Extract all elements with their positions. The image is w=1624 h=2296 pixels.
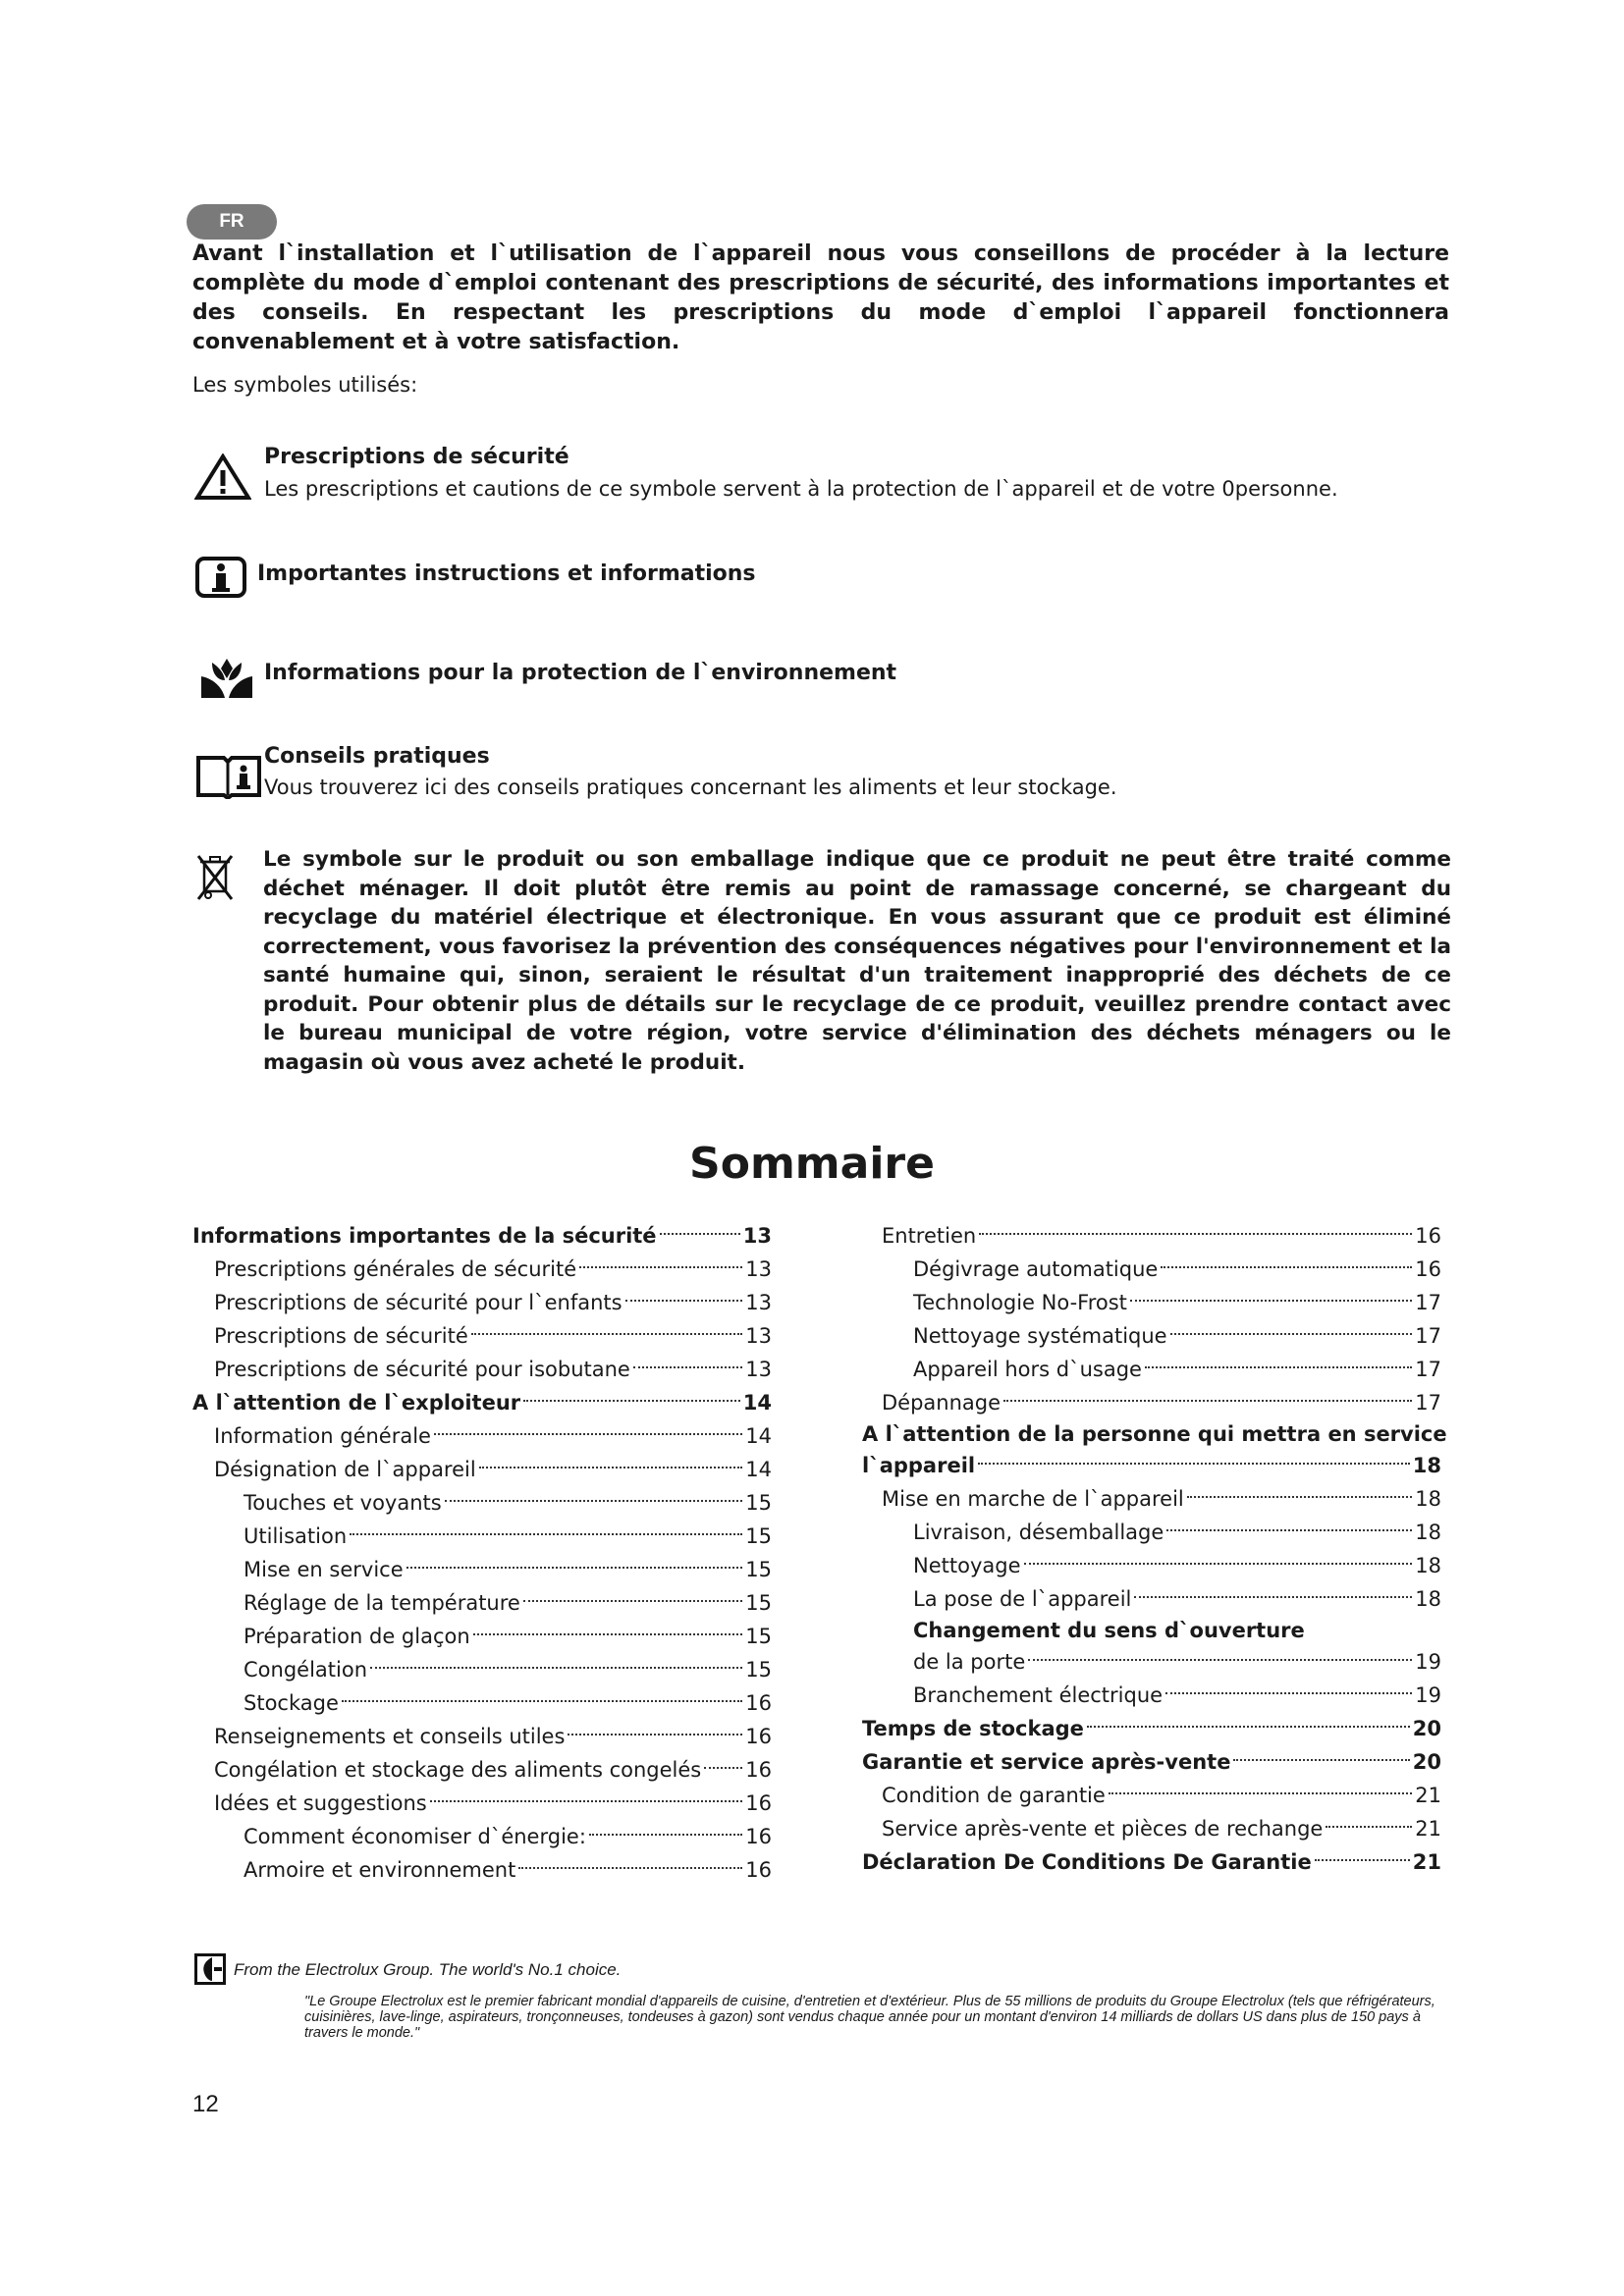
toc-entry	[862, 1616, 1441, 1645]
toc-entry-page: 20	[1412, 1750, 1441, 1774]
toc-entry	[192, 1253, 772, 1286]
toc-right-column	[862, 1219, 1447, 1879]
toc-entry-label: Comment économiser d`énergie:	[244, 1825, 586, 1848]
toc-leader-dots	[1315, 1859, 1410, 1861]
toc-entry	[192, 1553, 772, 1586]
toc-entry-label: Temps de stockage	[862, 1717, 1084, 1740]
toc-entry	[192, 1219, 772, 1253]
toc-leader-dots	[1145, 1366, 1412, 1368]
toc-leader-dots	[350, 1533, 742, 1535]
toc-entry-label: Utilisation	[244, 1524, 348, 1548]
toc-entry	[862, 1482, 1441, 1516]
footer-quote: "Le Groupe Electrolux est le premier fabricant mondial d'appareils de cuisine, d'entretien et d'extérieur. Plus de 55 millions de produits du Groupe Electrolux (tels que réfrigérateurs, cuisinières, lave-linge, aspirateurs, tronçonneuses, tondeuses à gazon) sont vendus chaque année pour un montant d'environ 14 milliards de dollars US dans plus de 150 pays à travers le monde."	[304, 1994, 1435, 2041]
toc-entry	[862, 1679, 1441, 1712]
toc-leader-dots	[1134, 1596, 1412, 1598]
toc-entry	[862, 1286, 1441, 1319]
toc-entry-label: Déclaration De Conditions De Garantie	[862, 1850, 1312, 1874]
toc-entry-label: Stockage	[244, 1691, 339, 1715]
toc-leader-dots	[1233, 1759, 1409, 1761]
toc-leader-dots	[1326, 1826, 1412, 1828]
toc-entry	[862, 1712, 1441, 1745]
toc-leader-dots	[1003, 1400, 1412, 1402]
book-tips-icon	[194, 752, 263, 799]
toc-entry-label: Service après-vente et pièces de rechange	[882, 1817, 1324, 1841]
toc-entry-label: Dépannage	[882, 1391, 1001, 1415]
toc-entry	[192, 1520, 772, 1553]
toc-entry-page: 16	[745, 1725, 772, 1748]
toc-entry-page: 21	[1415, 1817, 1441, 1841]
toc-entry-page: 15	[745, 1658, 772, 1682]
intro-paragraph: Avant l`installation et l`utilisation de l`appareil nous vous conseillons de procéder à la lecture complète du mode d`emploi contenant des prescriptions de sécurité, des informations importantes et des conseils. En respectant les prescriptions du mode d`emploi l`appareil fonctionnera convenablement et à votre satisfaction.	[192, 241, 1449, 354]
tips-description: Vous trouverez ici des conseils pratiques concernant les aliments et leur stockage.	[264, 775, 1117, 799]
toc-entry	[862, 1219, 1441, 1253]
toc-entry-page: 14	[745, 1458, 772, 1481]
toc-entry	[192, 1686, 772, 1720]
toc-entry-label: Condition de garantie	[882, 1784, 1106, 1807]
toc-leader-dots	[430, 1800, 743, 1802]
toc-entry-label: Préparation de glaçon	[244, 1625, 470, 1648]
toc-entry-page: 17	[1415, 1358, 1441, 1381]
toc-entry-page: 14	[742, 1391, 772, 1415]
toc-entry-label: Informations importantes de la sécurité	[192, 1224, 657, 1248]
toc-leader-dots	[471, 1333, 742, 1335]
toc-leader-dots	[978, 1463, 1410, 1465]
toc-entry-label: Réglage de la température	[244, 1591, 520, 1615]
toc-entry	[192, 1586, 772, 1620]
toc-entry	[862, 1516, 1441, 1549]
toc-entry-label: Congélation et stockage des aliments congelés	[214, 1758, 702, 1782]
toc-entry-label: Dégivrage automatique	[913, 1257, 1159, 1281]
toc-entry-label: A l`attention de l`exploiteur	[192, 1391, 521, 1415]
toc-leader-dots	[342, 1700, 742, 1702]
toc-entry	[862, 1549, 1441, 1582]
toc-entry-label: La pose de l`appareil	[913, 1587, 1132, 1611]
toc-entry-page: 19	[1415, 1650, 1441, 1674]
toc-leader-dots	[1109, 1792, 1412, 1794]
toc-entry-page: 13	[742, 1224, 772, 1248]
toc-entry-page: 13	[745, 1358, 772, 1381]
crossed-bin-icon	[196, 852, 234, 903]
toc-leader-dots	[1165, 1692, 1412, 1694]
toc-entry	[192, 1787, 772, 1820]
toc-entry	[862, 1449, 1441, 1482]
toc-entry-label: l`appareil	[862, 1454, 976, 1477]
toc-entry-label: Renseignements et conseils utiles	[214, 1725, 566, 1748]
footer-tagline: From the Electrolux Group. The world's No.1 choice.	[234, 1960, 622, 1979]
toc-leader-dots	[633, 1366, 742, 1368]
toc-leader-dots	[406, 1567, 743, 1569]
environment-title: Informations pour la protection de l`environnement	[264, 661, 897, 685]
info-title: Importantes instructions et informations	[257, 561, 756, 586]
toc-entry-label: Information générale	[214, 1424, 431, 1448]
toc-entry-page: 21	[1412, 1850, 1441, 1874]
toc-leader-dots	[704, 1767, 742, 1769]
toc-leader-dots	[518, 1867, 742, 1869]
toc-entry	[862, 1419, 1447, 1449]
toc-entry	[192, 1486, 772, 1520]
electrolux-logo-icon	[194, 1953, 226, 1985]
toc-entry	[192, 1753, 772, 1787]
flower-environment-icon	[198, 655, 255, 700]
toc-entry-label: Prescriptions générales de sécurité	[214, 1257, 577, 1281]
toc-entry-label: Nettoyage systématique	[913, 1324, 1167, 1348]
toc-leader-dots	[1130, 1300, 1412, 1302]
toc-entry-page: 15	[745, 1625, 772, 1648]
toc-entry-label: Prescriptions de sécurité	[214, 1324, 468, 1348]
toc-entry-label: Désignation de l`appareil	[214, 1458, 476, 1481]
toc-entry-label: Mise en service	[244, 1558, 404, 1581]
toc-entry-page: 16	[745, 1691, 772, 1715]
toc-entry	[192, 1453, 772, 1486]
toc-entry-page: 13	[745, 1291, 772, 1314]
toc-entry-page: 21	[1415, 1784, 1441, 1807]
toc-leader-dots	[579, 1266, 742, 1268]
toc-entry-page: 16	[1415, 1257, 1441, 1281]
toc-entry-label: Touches et voyants	[244, 1491, 442, 1515]
toc-entry	[192, 1353, 772, 1386]
tips-title: Conseils pratiques	[264, 744, 490, 769]
toc-entry-page: 16	[745, 1791, 772, 1815]
symbols-intro: Les symboles utilisés:	[192, 373, 418, 397]
toc-leader-dots	[1087, 1726, 1410, 1728]
safety-title: Prescriptions de sécurité	[264, 445, 569, 469]
toc-entry-label: Changement du sens d`ouverture	[913, 1619, 1305, 1642]
toc-entry-label: Prescriptions de sécurité pour isobutane	[214, 1358, 630, 1381]
warning-triangle-icon	[194, 454, 251, 501]
toc-entry	[862, 1779, 1441, 1812]
toc-entry-page: 15	[745, 1591, 772, 1615]
toc-entry-page: 13	[745, 1324, 772, 1348]
toc-entry	[192, 1720, 772, 1753]
toc-entry	[192, 1620, 772, 1653]
toc-entry-page: 17	[1415, 1291, 1441, 1314]
toc-entry-label: Idées et suggestions	[214, 1791, 427, 1815]
toc-entry-label: Livraison, désemballage	[913, 1521, 1164, 1544]
toc-entry-page: 18	[1412, 1454, 1441, 1477]
toc-entry-label: Nettoyage	[913, 1554, 1021, 1577]
toc-leader-dots	[589, 1834, 742, 1836]
toc-entry-page: 13	[745, 1257, 772, 1281]
toc-entry	[862, 1253, 1441, 1286]
toc-entry	[862, 1745, 1441, 1779]
toc-leader-dots	[434, 1433, 742, 1435]
toc-entry	[862, 1353, 1441, 1386]
toc-leader-dots	[523, 1600, 742, 1602]
weee-paragraph: Le symbole sur le produit ou son emballage indique que ce produit ne peut être traité comme déchet ménager. Il doit plutôt être remis au point de ramassage concerné, se chargeant du recyclage du matériel électrique et électronique. En vous assurant que ce produit est éliminé correctement, vous favorisez la prévention des conséquences négatives pour l'environnement et la santé humaine qui, sinon, seraient le résultat d'un traitement inapproprié des déchets de ce produit. Pour obtenir plus de détails sur le recyclage de ce produit, veuillez prendre contact avec le bureau municipal de votre région, votre service d'élimination des déchets ménagers ou le magasin où vous avez acheté le produit.	[263, 847, 1451, 1075]
toc-entry	[192, 1419, 772, 1453]
toc-entry-page: 16	[745, 1758, 772, 1782]
toc-leader-dots	[370, 1667, 742, 1669]
page-number: 12	[192, 2091, 219, 2117]
toc-leader-dots	[660, 1233, 740, 1235]
toc-leader-dots	[625, 1300, 743, 1302]
toc-entry-label: Garantie et service après-vente	[862, 1750, 1231, 1774]
toc-leader-dots	[568, 1734, 742, 1735]
info-icon	[194, 556, 247, 599]
toc-entry-label: Entretien	[882, 1224, 977, 1248]
toc-leader-dots	[1028, 1659, 1412, 1661]
toc-entry-page: 18	[1415, 1554, 1441, 1577]
toc-leader-dots	[1024, 1563, 1413, 1565]
toc-entry	[192, 1653, 772, 1686]
toc-entry-page: 18	[1415, 1487, 1441, 1511]
toc-entry	[192, 1853, 772, 1887]
toc-entry-page: 18	[1415, 1521, 1441, 1544]
toc-entry-label: Prescriptions de sécurité pour l`enfants	[214, 1291, 623, 1314]
safety-description: Les prescriptions et cautions de ce symbole servent à la protection de l`appareil et de votre 0personne.	[264, 477, 1338, 501]
toc-left-column	[192, 1219, 772, 1887]
toc-leader-dots	[479, 1467, 743, 1468]
toc-entry-page: 14	[745, 1424, 772, 1448]
toc-entry-page: 16	[745, 1858, 772, 1882]
toc-entry	[862, 1645, 1441, 1679]
toc-entry	[192, 1820, 772, 1853]
toc-entry-page: 20	[1412, 1717, 1441, 1740]
toc-leader-dots	[1170, 1333, 1413, 1335]
toc-entry-label: Armoire et environnement	[244, 1858, 516, 1882]
toc-leader-dots	[1166, 1529, 1412, 1531]
toc-entry-page: 15	[745, 1491, 772, 1515]
toc-leader-dots	[1161, 1266, 1412, 1268]
toc-entry-page: 16	[745, 1825, 772, 1848]
toc-leader-dots	[473, 1633, 743, 1635]
toc-entry-label: Mise en marche de l`appareil	[882, 1487, 1184, 1511]
toc-entry	[192, 1319, 772, 1353]
toc-entry	[862, 1845, 1441, 1879]
toc-entry-label: A l`attention de la personne qui mettra en service	[862, 1422, 1447, 1446]
toc-entry	[862, 1319, 1441, 1353]
toc-entry	[862, 1812, 1441, 1845]
toc-entry-label: de la porte	[913, 1650, 1026, 1674]
toc-entry-label: Congélation	[244, 1658, 367, 1682]
toc-entry-page: 16	[1415, 1224, 1441, 1248]
toc-entry	[862, 1386, 1441, 1419]
toc-entry-page: 15	[745, 1558, 772, 1581]
toc-leader-dots	[979, 1233, 1412, 1235]
toc-leader-dots	[445, 1500, 743, 1502]
toc-leader-dots	[523, 1400, 740, 1402]
language-badge: FR	[187, 204, 277, 240]
toc-entry	[192, 1286, 772, 1319]
toc-title: Sommaire	[689, 1139, 935, 1189]
toc-entry-page: 19	[1415, 1683, 1441, 1707]
toc-leader-dots	[1187, 1496, 1413, 1498]
toc-entry	[862, 1582, 1441, 1616]
toc-entry-page: 15	[745, 1524, 772, 1548]
toc-entry	[192, 1386, 772, 1419]
toc-entry-page: 17	[1415, 1324, 1441, 1348]
toc-entry-label: Branchement électrique	[913, 1683, 1164, 1707]
toc-entry-label: Appareil hors d`usage	[913, 1358, 1142, 1381]
toc-entry-page: 18	[1415, 1587, 1441, 1611]
toc-entry-label: Technologie No-Frost	[913, 1291, 1127, 1314]
toc-entry-page: 17	[1415, 1391, 1441, 1415]
